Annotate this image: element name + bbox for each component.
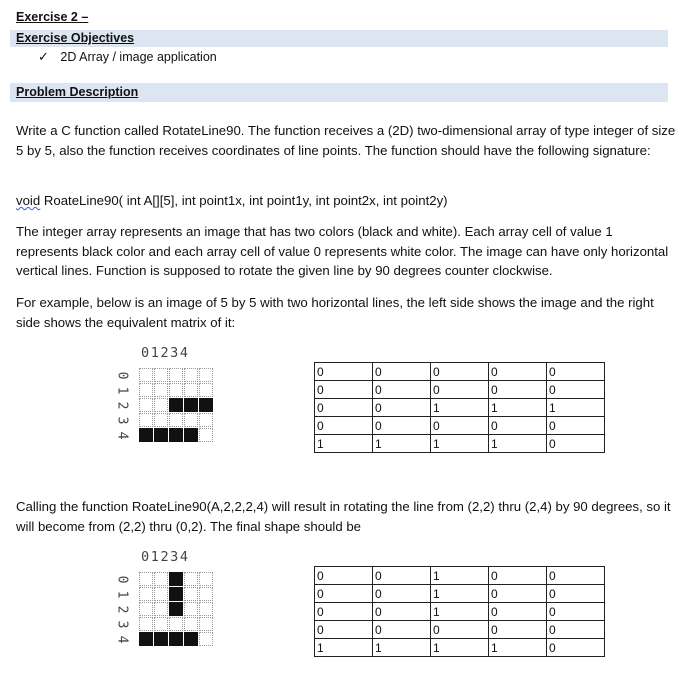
pixel-cell (199, 368, 213, 382)
pixel-cell (139, 602, 153, 616)
matrix-cell: 0 (489, 603, 547, 621)
figure2-column-index: 01234 (141, 549, 190, 565)
matrix-cell: 0 (489, 417, 547, 435)
matrix-cell: 0 (489, 381, 547, 399)
pixel-cell (139, 617, 153, 631)
pixel-cell (139, 632, 153, 646)
paragraph-example: For example, below is an image of 5 by 5 with two horizontal lines, the left side shows the image and the right side shows the equivalent matrix of it: (16, 295, 654, 330)
matrix-cell: 0 (315, 621, 373, 639)
objective-item-text: 2D Array / image application (60, 50, 217, 64)
paragraph-description: The integer array represents an image that has two colors (black and white). Each array cell of value 1 represents black color and each array cell of value 0 represents white color. The image can have only horizontal vertical lines. Function is supposed to rotate the given line by 90 degrees counter clockwise. (16, 224, 669, 278)
row-index-label: 2 (114, 401, 130, 410)
matrix-cell: 0 (373, 567, 431, 585)
matrix-cell: 0 (315, 567, 373, 585)
pixel-cell (199, 617, 213, 631)
matrix-row (315, 399, 605, 417)
row-index-label: 1 (114, 590, 130, 599)
pixel-cell (139, 428, 153, 442)
row-index-label: 3 (114, 416, 130, 425)
pixel-cell (154, 587, 168, 601)
matrix-cell: 0 (547, 417, 605, 435)
matrix-cell: 0 (315, 585, 373, 603)
matrix-row (315, 585, 605, 603)
matrix-cell: 0 (315, 399, 373, 417)
pixel-cell (184, 632, 198, 646)
matrix-cell: 0 (547, 567, 605, 585)
matrix-cell: 0 (489, 567, 547, 585)
pixel-cell (169, 383, 183, 397)
figure1-matrix-table (314, 362, 605, 453)
figure2-row-index (116, 572, 128, 647)
matrix-row (315, 381, 605, 399)
matrix-cell: 0 (547, 585, 605, 603)
row-index-label: 0 (114, 575, 130, 584)
pixel-cell (199, 602, 213, 616)
matrix-row (315, 621, 605, 639)
pixel-cell (169, 572, 183, 586)
matrix-cell: 1 (431, 435, 489, 453)
pixel-cell (184, 617, 198, 631)
pixel-cell (139, 413, 153, 427)
pixel-cell (184, 398, 198, 412)
row-index-label: 0 (114, 371, 130, 380)
matrix-cell: 0 (315, 363, 373, 381)
matrix-cell: 0 (547, 435, 605, 453)
matrix-cell: 0 (431, 621, 489, 639)
pixel-cell (154, 413, 168, 427)
matrix-cell: 1 (489, 639, 547, 657)
pixel-cell (139, 572, 153, 586)
row-index-label: 2 (114, 605, 130, 614)
matrix-cell: 0 (547, 621, 605, 639)
pixel-cell (154, 602, 168, 616)
signature-void: void (16, 193, 41, 208)
matrix-cell: 0 (489, 621, 547, 639)
figure2-pixel-image (139, 572, 213, 646)
pixel-cell (169, 398, 183, 412)
matrix-cell: 0 (431, 381, 489, 399)
pixel-cell (154, 572, 168, 586)
matrix-cell: 0 (489, 585, 547, 603)
matrix-cell: 0 (373, 381, 431, 399)
figure2-matrix-table (314, 566, 605, 657)
pixel-cell (184, 383, 198, 397)
matrix-cell: 0 (373, 363, 431, 381)
paragraph-intro: Write a C function called RotateLine90. The function receives a (2D) two-dimensional array of type integer of size 5 by 5, also the function receives coordinates of line points. The function should have the following signature: (16, 123, 676, 158)
pixel-cell (169, 602, 183, 616)
pixel-cell (184, 587, 198, 601)
matrix-cell: 0 (431, 363, 489, 381)
pixel-cell (184, 572, 198, 586)
row-index-label: 4 (114, 431, 130, 440)
matrix-cell: 1 (431, 639, 489, 657)
problem-heading-bar (10, 83, 668, 102)
pixel-cell (154, 383, 168, 397)
row-index-label: 3 (114, 620, 130, 629)
figure1-column-index: 01234 (141, 345, 190, 361)
matrix-cell: 0 (373, 399, 431, 417)
check-icon: ✓ (38, 49, 49, 64)
matrix-cell: 1 (373, 435, 431, 453)
matrix-row (315, 417, 605, 435)
matrix-cell: 0 (373, 417, 431, 435)
paragraph-calling: Calling the function RoateLine90(A,2,2,2,4) will result in rotating the line from (2,2) thru (2,4) by 90 degrees, so it will become from (2,2) thru (0,2). The final shape should be (16, 499, 671, 534)
pixel-cell (184, 428, 198, 442)
pixel-cell (169, 632, 183, 646)
pixel-cell (199, 428, 213, 442)
pixel-cell (169, 368, 183, 382)
objectives-heading-bar (10, 30, 668, 47)
objective-list-item (38, 49, 217, 65)
matrix-cell: 1 (489, 435, 547, 453)
pixel-cell (139, 383, 153, 397)
pixel-cell (199, 572, 213, 586)
matrix-cell: 0 (315, 381, 373, 399)
figure1-row-index (116, 368, 128, 443)
pixel-cell (169, 587, 183, 601)
matrix-cell: 1 (431, 603, 489, 621)
matrix-cell: 1 (547, 399, 605, 417)
matrix-cell: 1 (431, 585, 489, 603)
figure1-pixel-image (139, 368, 213, 442)
pixel-cell (184, 413, 198, 427)
pixel-cell (184, 368, 198, 382)
matrix-row (315, 435, 605, 453)
matrix-cell: 0 (373, 603, 431, 621)
pixel-cell (199, 398, 213, 412)
pixel-cell (139, 398, 153, 412)
pixel-cell (199, 413, 213, 427)
matrix-cell: 1 (489, 399, 547, 417)
matrix-cell: 0 (547, 603, 605, 621)
objectives-heading: Exercise Objectives (16, 31, 135, 45)
matrix-row (315, 603, 605, 621)
matrix-row (315, 639, 605, 657)
pixel-cell (154, 632, 168, 646)
pixel-cell (154, 428, 168, 442)
matrix-cell: 0 (547, 381, 605, 399)
matrix-cell: 0 (315, 603, 373, 621)
pixel-cell (169, 413, 183, 427)
matrix-cell: 1 (431, 567, 489, 585)
pixel-cell (199, 632, 213, 646)
signature-rest: RoateLine90( int A[][5], int point1x, int point1y, int point2x, int point2y) (40, 193, 448, 208)
pixel-cell (184, 602, 198, 616)
function-signature (16, 191, 676, 211)
matrix-cell: 0 (489, 363, 547, 381)
pixel-cell (154, 398, 168, 412)
pixel-cell (169, 617, 183, 631)
pixel-cell (154, 617, 168, 631)
matrix-cell: 1 (373, 639, 431, 657)
matrix-cell: 0 (431, 417, 489, 435)
matrix-cell: 1 (315, 435, 373, 453)
matrix-cell: 0 (373, 621, 431, 639)
matrix-cell: 1 (315, 639, 373, 657)
matrix-cell: 0 (547, 363, 605, 381)
matrix-row (315, 567, 605, 585)
row-index-label: 4 (114, 635, 130, 644)
matrix-cell: 0 (373, 585, 431, 603)
matrix-cell: 0 (547, 639, 605, 657)
exercise-title: Exercise 2 – (16, 10, 89, 24)
pixel-cell (169, 428, 183, 442)
pixel-cell (154, 368, 168, 382)
pixel-cell (139, 587, 153, 601)
matrix-row (315, 363, 605, 381)
problem-heading: Problem Description (16, 85, 139, 99)
pixel-cell (139, 368, 153, 382)
matrix-cell: 0 (315, 417, 373, 435)
pixel-cell (199, 383, 213, 397)
pixel-cell (199, 587, 213, 601)
row-index-label: 1 (114, 386, 130, 395)
matrix-cell: 1 (431, 399, 489, 417)
